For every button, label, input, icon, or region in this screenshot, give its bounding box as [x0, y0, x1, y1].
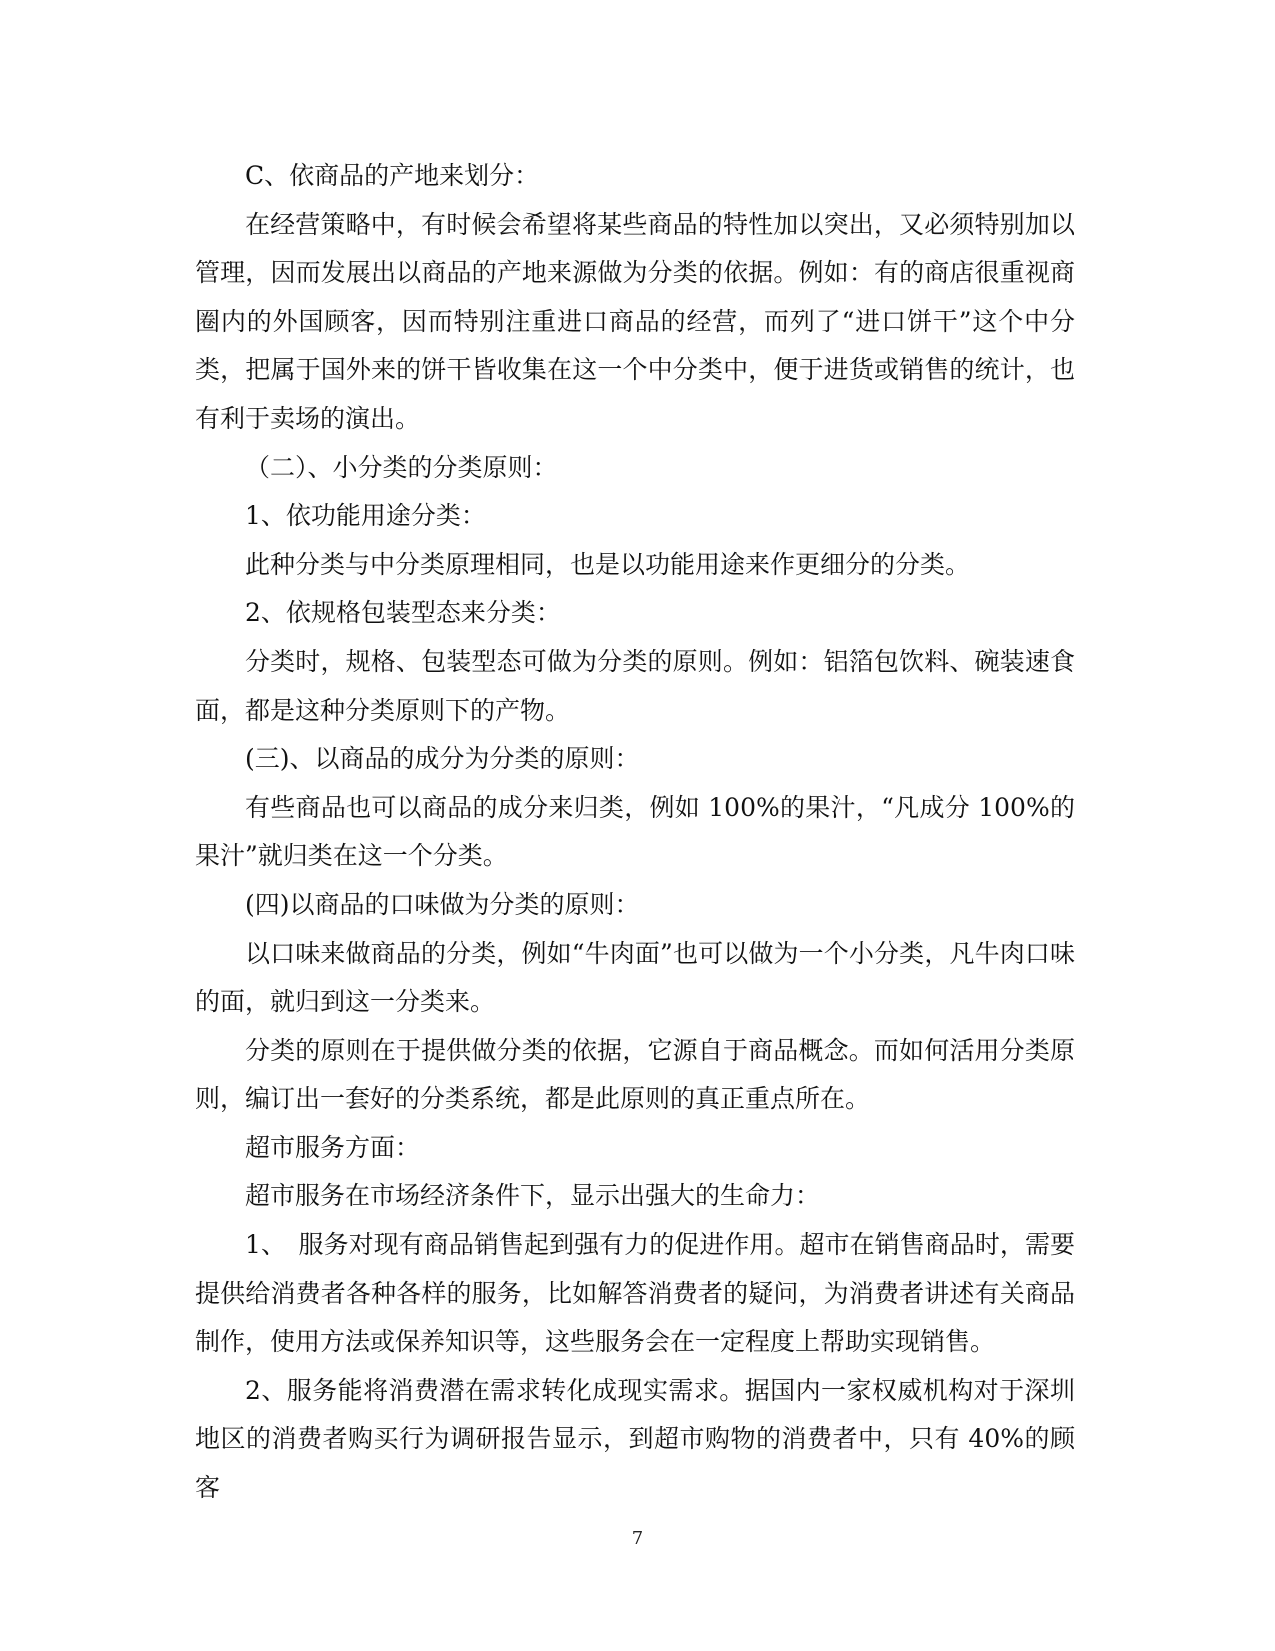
- heading-origin-classification: C、依商品的产地来划分：: [245, 161, 540, 190]
- paragraph-service-point-1: 1、 服务对现有商品销售起到强有力的促进作用。超市在销售商品时，需要提供给消费者各种各样的服务，比如解答消费者的疑问，为消费者讲述有关商品制作，使用方法或保养知识等，这些服务会在一定程度上帮助实现销售。: [195, 1230, 1075, 1357]
- page-number: 7: [631, 1528, 644, 1549]
- heading-flavor-principle: (四)以商品的口味做为分类的原则：: [245, 889, 640, 919]
- paragraph-ingredient-principle: 有些商品也可以商品的成分来归类，例如 100%的果汁，“凡成分 100%的果汁”就归类在这一个分类。: [195, 792, 1075, 871]
- heading-small-category-principles: （二）、小分类的分类原则：: [245, 452, 558, 482]
- heading-supermarket-service: 超市服务方面：: [245, 1132, 421, 1162]
- heading-function-usage: 1、依功能用途分类：: [245, 501, 486, 531]
- paragraph-service-point-2: 2、服务能将消费潜在需求转化成现实需求。据国内一家权威机构对于深圳地区的消费者购买行为调研报告显示，到超市购物的消费者中，只有 40%的顾客: [195, 1375, 1075, 1503]
- paragraph-function-usage: 此种分类与中分类原理相同，也是以功能用途来作更细分的分类。: [245, 549, 971, 579]
- heading-packaging-spec: 2、依规格包装型态来分类：: [245, 598, 561, 628]
- paragraph-packaging-spec: 分类时，规格、包装型态可做为分类的原则。例如：铝箔包饮料、碗装速食面，都是这种分类原则下的产物。: [195, 646, 1075, 725]
- paragraph-flavor-principle: 以口味来做商品的分类，例如“牛肉面”也可以做为一个小分类，凡牛肉口味的面，就归到这一分类来。: [195, 938, 1075, 1017]
- paragraph-classification-summary: 分类的原则在于提供做分类的依据，它源自于商品概念。而如何活用分类原则，编订出一套好的分类系统，都是此原则的真正重点所在。: [195, 1035, 1075, 1114]
- paragraph-service-vitality: 超市服务在市场经济条件下，显示出强大的生命力：: [245, 1181, 821, 1211]
- heading-ingredient-principle: (三)、以商品的成分为分类的原则：: [245, 744, 640, 774]
- paragraph-origin-strategy: 在经营策略中，有时候会希望将某些商品的特性加以突出，又必须特别加以管理，因而发展出以商品的产地来源做为分类的依据。例如：有的商店很重视商圈内的外国顾客，因而特别注重进口商品的经营，而列了“进口饼干”这个中分类，把属于国外来的饼干皆收集在这一个中分类中，便于进货或销售的统计，也有利于卖场的演出。: [195, 209, 1075, 433]
- body-text: [195, 152, 1075, 1513]
